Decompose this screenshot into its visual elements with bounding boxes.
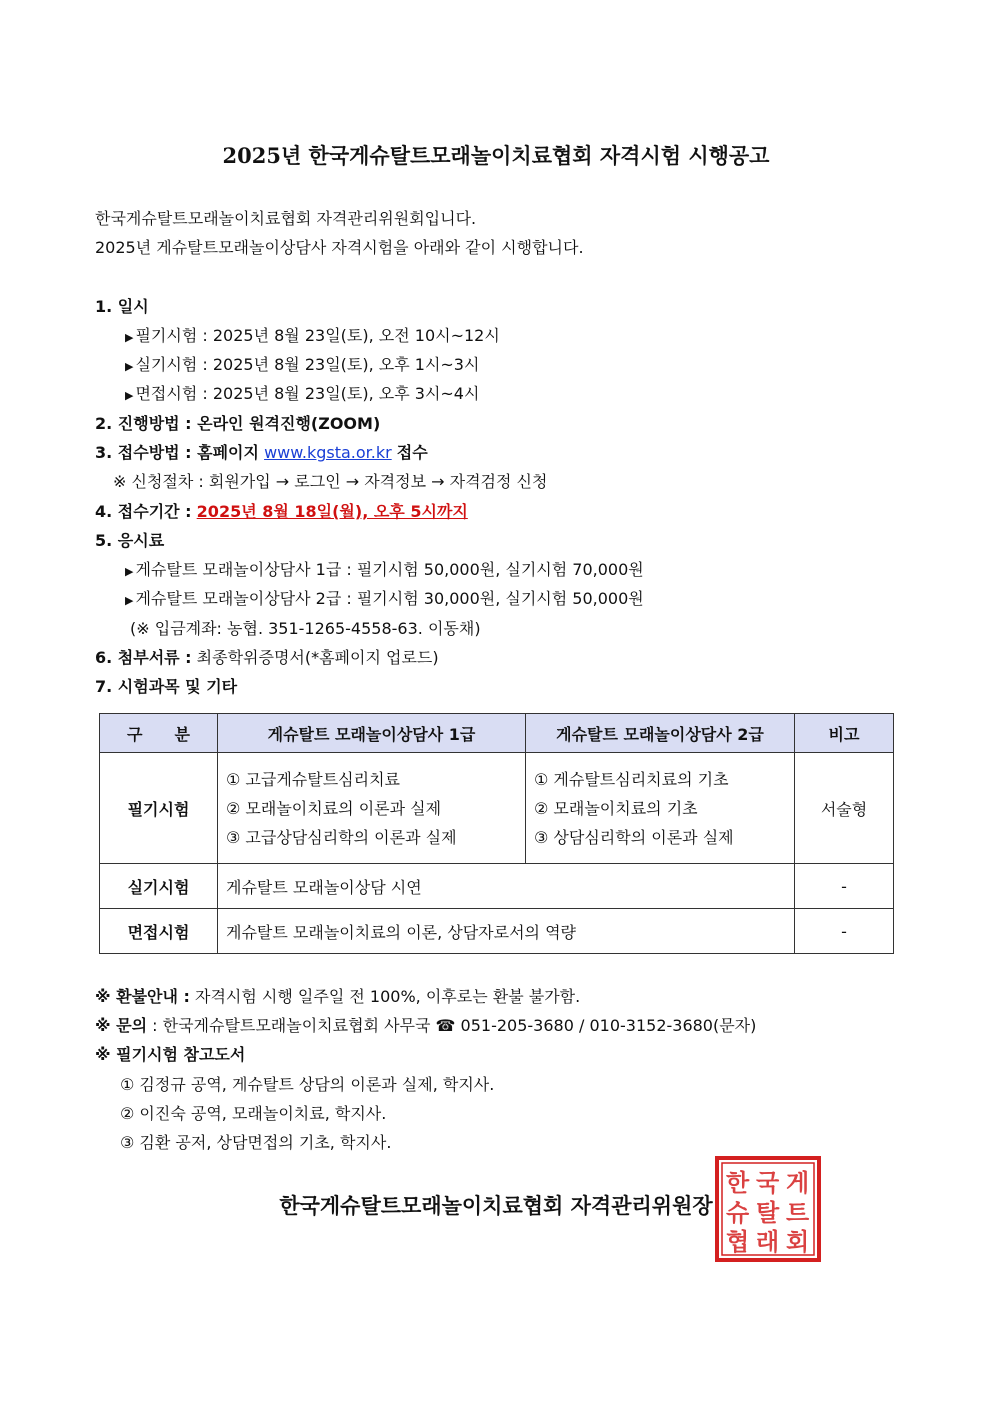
svg-text:회: 회 — [786, 1227, 810, 1256]
section-1-heading: 1. 일시 — [95, 297, 149, 316]
triangle-bullet-icon: ▶ — [125, 565, 134, 578]
page-title: 2025년 한국게슈탈트모래놀이치료협회 자격시험 시행공고 — [222, 143, 770, 168]
triangle-bullet-icon: ▶ — [125, 331, 134, 344]
application-label: 3. 접수방법 : 홈페이지 — [95, 443, 259, 462]
header-category: 구 분 — [100, 714, 218, 753]
header-remarks: 비고 — [795, 714, 894, 753]
practical-content: 게슈탈트 모래놀이상담 시연 — [218, 864, 795, 909]
contact-text: : 한국게슈탈트모래놀이치료협회 사무국 ☎ 051-205-3680 / 010-3152-3680(문자) — [152, 1016, 757, 1035]
documents-value: 최종학위증명서(*홈페이지 업로드) — [196, 648, 439, 667]
intro-line-2: 2025년 게슈탈트모래놀이상담사 자격시험을 아래와 같이 시행합니다. — [95, 238, 584, 257]
written-remarks: 서술형 — [795, 753, 894, 864]
period-label: 4. 접수기간 : — [95, 502, 192, 521]
refund-text: 자격시험 시행 일주일 전 100%, 이후로는 환불 불가함. — [195, 987, 581, 1006]
reference-book: ③ 김환 공저, 상담면접의 기초, 학지사. — [120, 1133, 392, 1152]
subject-item: ① 게슈탈트심리치료의 기초 — [534, 769, 729, 789]
schedule-item — [125, 325, 500, 349]
svg-text:협: 협 — [726, 1227, 750, 1256]
reference-book: ② 이진숙 공역, 모래놀이치료, 학지사. — [120, 1104, 387, 1123]
official-seal-icon — [714, 1155, 822, 1263]
subject-item: ③ 고급상담심리학의 이론과 실제 — [226, 827, 457, 847]
table-row — [100, 753, 894, 864]
triangle-bullet-icon: ▶ — [125, 594, 134, 607]
contact-notice — [95, 1015, 756, 1037]
written-level-1 — [218, 753, 526, 864]
contact-label: ※ 문의 — [95, 1016, 148, 1035]
triangle-bullet-icon: ▶ — [125, 389, 134, 402]
fee-item — [125, 588, 644, 612]
intro-line-1: 한국게슈탈트모래놀이치료협회 자격관리위원회입니다. — [95, 209, 477, 228]
table-row — [100, 864, 894, 909]
subject-item: ① 고급게슈탈트심리치료 — [226, 769, 400, 789]
schedule-item — [125, 383, 479, 407]
section-7-heading: 7. 시험과목 및 기타 — [95, 677, 238, 696]
section-5-heading: 5. 응시료 — [95, 531, 165, 550]
svg-text:슈: 슈 — [726, 1198, 750, 1227]
interview-content: 게슈탈트 모래놀이치료의 이론, 상담자로서의 역량 — [218, 909, 795, 954]
homepage-link[interactable]: www.kgsta.or.kr — [264, 443, 392, 462]
fee-text: 게슈탈트 모래놀이상담사 1급 : 필기시험 50,000원, 실기시험 70,000원 — [135, 560, 644, 579]
svg-text:국: 국 — [756, 1168, 780, 1197]
period-deadline: 2025년 8월 18일(월), 오후 5시까지 — [196, 502, 468, 521]
written-level-2 — [526, 753, 795, 864]
documents-label: 6. 첨부서류 : — [95, 648, 192, 667]
written-exam-label: 필기시험 — [100, 753, 218, 864]
section-2-method: 2. 진행방법 : 온라인 원격진행(ZOOM) — [95, 414, 381, 433]
application-suffix: 접수 — [396, 443, 428, 462]
svg-text:트: 트 — [786, 1198, 810, 1227]
schedule-item — [125, 354, 479, 378]
triangle-bullet-icon: ▶ — [125, 360, 134, 373]
interview-remarks: - — [795, 909, 894, 954]
svg-text:탈: 탈 — [756, 1198, 780, 1227]
schedule-text: 면접시험 : 2025년 8월 23일(토), 오후 3시~4시 — [135, 384, 480, 403]
table-header-row — [100, 714, 894, 753]
reference-book: ① 김정규 공역, 게슈탈트 상담의 이론과 실제, 학지사. — [120, 1075, 495, 1094]
interview-exam-label: 면접시험 — [100, 909, 218, 954]
section-6-documents — [95, 647, 439, 669]
refund-label: ※ 환불안내 : — [95, 987, 190, 1006]
practical-remarks: - — [795, 864, 894, 909]
svg-text:래: 래 — [756, 1227, 780, 1256]
table-row — [100, 909, 894, 954]
header-level-2: 게슈탈트 모래놀이상담사 2급 — [526, 714, 795, 753]
exam-subjects-table — [99, 713, 894, 954]
refund-notice — [95, 986, 580, 1008]
issuer-signature: 한국게슈탈트모래놀이치료협회 자격관리위원장 — [279, 1193, 713, 1218]
application-procedure-note: ※ 신청절차 : 회원가입 → 로그인 → 자격정보 → 자격검정 신청 — [113, 472, 548, 491]
subject-item: ③ 상담심리학의 이론과 실제 — [534, 827, 734, 847]
reference-books-heading: ※ 필기시험 참고도서 — [95, 1045, 246, 1064]
section-4-period — [95, 501, 468, 523]
fee-item — [125, 559, 644, 583]
bank-account: (※ 입금계좌: 농협. 351-1265-4558-63. 이동채) — [130, 619, 481, 638]
practical-exam-label: 실기시험 — [100, 864, 218, 909]
subject-item: ② 모래놀이치료의 이론과 실제 — [226, 798, 442, 818]
header-level-1: 게슈탈트 모래놀이상담사 1급 — [218, 714, 526, 753]
svg-text:한: 한 — [726, 1168, 750, 1197]
schedule-text: 실기시험 : 2025년 8월 23일(토), 오후 1시~3시 — [135, 355, 480, 374]
svg-text:게: 게 — [786, 1168, 810, 1197]
schedule-text: 필기시험 : 2025년 8월 23일(토), 오전 10시~12시 — [135, 326, 500, 345]
subject-item: ② 모래놀이치료의 기초 — [534, 798, 698, 818]
fee-text: 게슈탈트 모래놀이상담사 2급 : 필기시험 30,000원, 실기시험 50,000원 — [135, 589, 644, 608]
section-3-application — [95, 442, 428, 464]
